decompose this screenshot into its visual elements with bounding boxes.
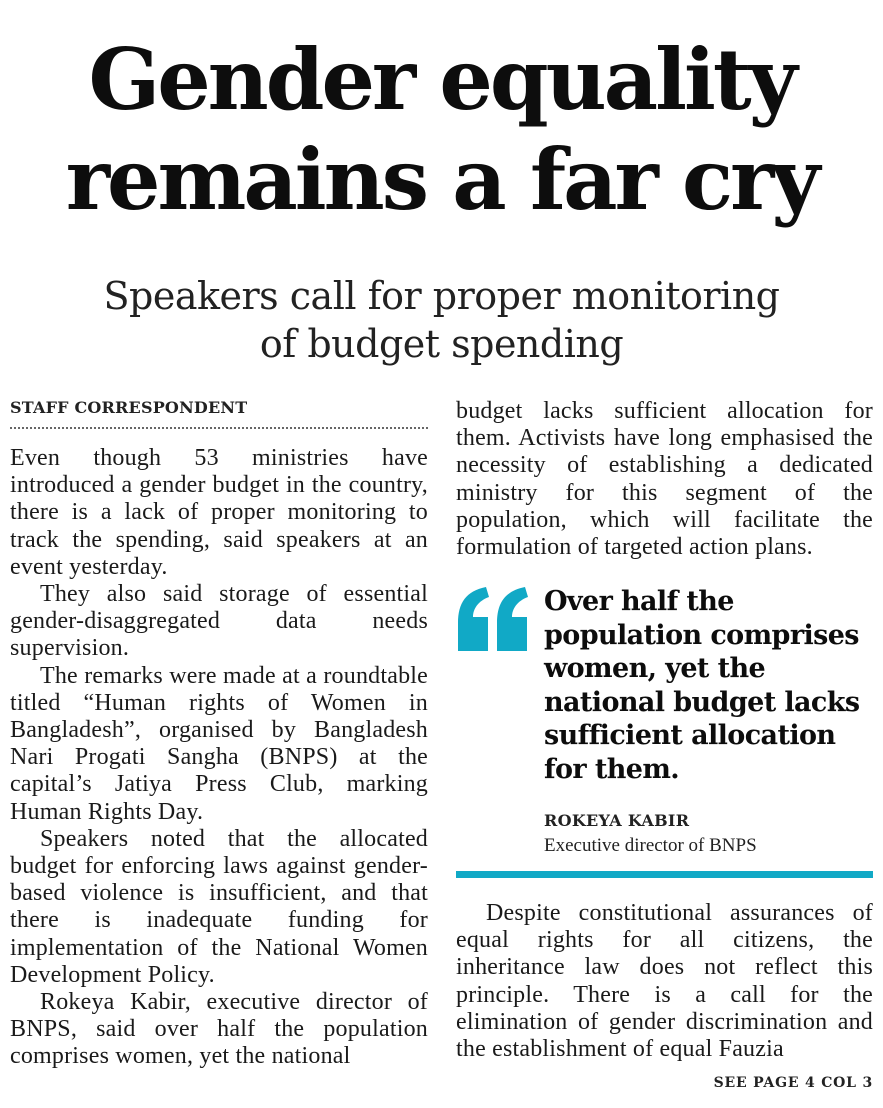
headline [0,30,883,230]
pull-quote-text: Over half the population comprises women, yet the national budget lacks sufficient allocation for them. [544,586,860,785]
pull-quote-attribution-name: ROKEYA KABIR [544,811,690,830]
headline-line-1: Gender equality [88,30,795,129]
open-quote-icon [456,585,530,655]
jump-line: SEE PAGE 4 COL 3 [713,1075,873,1091]
byline: STAFF CORRESPONDENT [10,395,428,429]
right-column-top [456,398,873,561]
paragraph-after-quote: Despite constitutional assurances of equal rights for all citizens, the inheritance law does not reflect this principle. There is a call for the elimination of gender discrimination and the establishment of equal Fauzia [456,900,873,1063]
headline-line-2: remains a far cry [65,130,818,229]
accent-divider [456,871,873,878]
subheadline-line-1: Speakers call for proper monitoring [103,274,780,318]
paragraph-4: Speakers noted that the allocated budget for enforcing laws against gender-based violence is insufficient, and that there is inadequate funding for implementation of the National Women Development Policy. [10,825,428,988]
paragraph-continued: budget lacks sufficient allocation for them. Activists have long emphasised the necessity of establishing a dedicated ministry for this segment of the population, which will facilitate the formulation of targeted action plans. [456,398,873,561]
subheadline-line-2: of budget spending [259,322,624,366]
paragraph-3: The remarks were made at a roundtable titled “Human rights of Women in Bangladesh”, organised by Bangladesh Nari Progati Sangha (BNPS) at the capital’s Jatiya Press Club, marking Human Rights Day. [10,662,428,825]
pull-quote-attribution-role: Executive director of BNPS [544,835,757,856]
left-column [10,395,428,1071]
right-column-bottom [456,900,873,1063]
paragraph-1: Even though 53 ministries have introduced a gender budget in the country, there is a lack of proper monitoring to track the spending, said speakers at an event yesterday. [10,445,428,580]
pull-quote [456,585,873,865]
subheadline [0,272,883,368]
paragraph-2: They also said storage of essential gender-disaggregated data needs supervision. [10,581,428,662]
paragraph-5: Rokeya Kabir, executive director of BNPS, said over half the population comprises women, yet the national [10,989,428,1070]
